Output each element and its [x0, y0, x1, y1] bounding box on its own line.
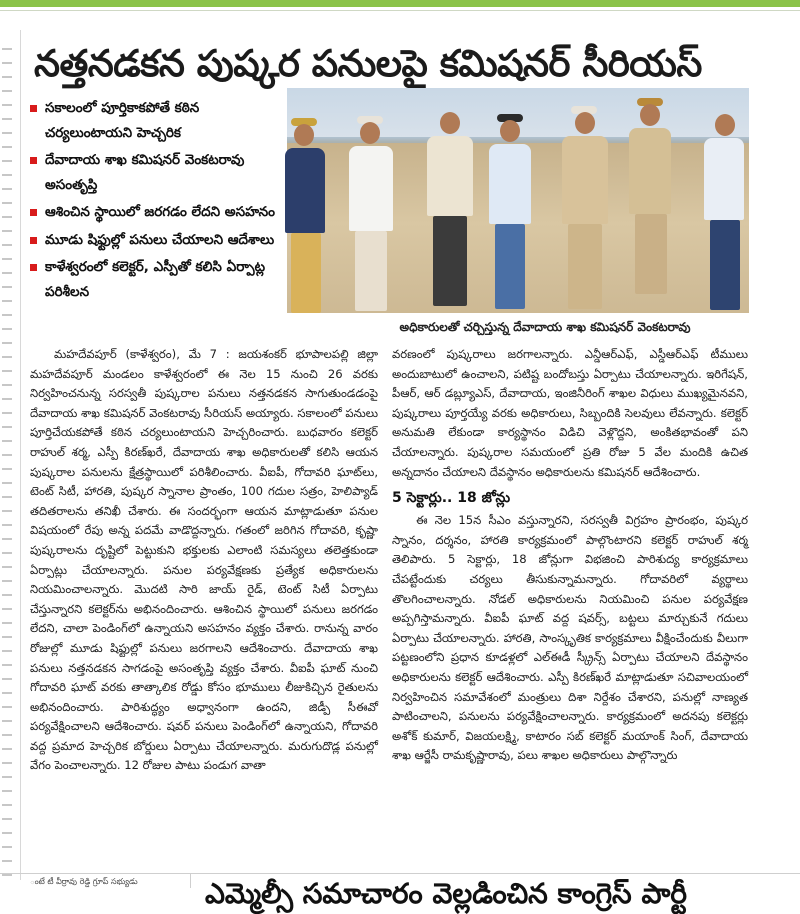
top-rule [0, 10, 800, 11]
highlight-text: సకాలంలో పూర్తికాకపోతే కఠిన చర్యలుంటాయని హెచ్చరిక [45, 100, 200, 141]
bottom-column-divider [190, 874, 191, 888]
article-column-2 [392, 345, 748, 875]
bullet-square-icon [30, 157, 37, 164]
article-headline: నత్తనడకన పుష్కర పనులపై కమిషనర్ సీరియస్ [34, 42, 702, 85]
news-photo [287, 88, 749, 313]
bullet-square-icon [30, 209, 37, 216]
highlight-item [30, 148, 285, 197]
highlight-text: కాళేశ్వరంలో కలెక్టర్, ఎస్పీతో కలిసి ఏర్పాట్ల పరిశీలన [45, 259, 266, 300]
body-paragraph: ఈ నెల 15న సీఎం వస్తున్నారని, సరస్వతీ విగ్రహం ప్రారంభం, పుష్కర స్నానం, దర్శనం, హారతి కార్యక్రమంలో పాల్గొంటారని కలెక్టర్ రాహుల్ శర్మ తెలిపారు. 5 సెక్టార్లు, 18 జోన్లుగా విభజించి పారిశుద్య కార్యక్రమాలు చేపట్టేందుకు చర్యలు తీసుకున్నామన్నారు. గోదావరిలో వ్యర్థాలు తొలగించాలన్నారు. నోడల్ అధికారులను నియమించి పనుల పర్యవేక్షణ అప్పగిస్తామన్నారు. వీఐపీ ఘాట్ వద్ద షవర్స్, బట్టలు మార్చుకునే గదులు ఏర్పాటు చేయాలన్నారు. హారతి, సాంస్కృతిక కార్యక్రమాలు వీక్షించేందుకు వీలుగా పట్టణంలోని ప్రధాన కూడళ్లలో ఎల్ఈడీ స్క్రీన్స్ ఏర్పాటు చేయాలని దేవస్థానం అధికారులను కలెక్టర్ ఆదేశించారు. ఎస్పీ కిరణ్‌ఖరే మాట్లాడుతూ సచివాలయంలో నిర్వహించిన సమావేశంలో మంత్రులు దిశా నిర్దేశం చేశారని, పనుల్లో నాణ్యత పాటించాలని, పనులను పర్యవేక్షించాలన్నారు. కార్యక్రమంలో అదనపు కలెక్టర్లు అశోక్ కుమార్, విజయలక్ష్మి, కాటారం సబ్ కలెక్టర్ మయాంక్ సింగ్, దేవాదాయ శాఖ ఆర్జేసీ రామకృష్ణారావు, పలు శాఖల అధికారులు పాల్గొన్నారు [392, 513, 748, 763]
highlights-list [30, 96, 285, 307]
top-color-band [0, 0, 800, 7]
bullet-square-icon [30, 264, 37, 271]
article-column-1 [30, 345, 378, 850]
highlight-item [30, 96, 285, 145]
adjacent-column-edge [0, 36, 16, 856]
highlight-text: ఆశించిన స్థాయిలో జరగడం లేదని అసహనం [45, 204, 275, 220]
body-paragraph: వరణంలో పుష్కరాలు జరగాలన్నారు. ఎన్డీఆర్ఎఫ్, ఎస్డీఆర్ఎఫ్ టీములు అందుబాటులో ఉంచాలని, పటిష్ట బందోబస్తు ఏర్పాటు చేయాలన్నారు. ఇరిగేషన్, పీఆర్, ఆర్ డబ్ల్యూఎస్, దేవాదాయ, ఇంజినీరింగ్ శాఖల విధులు ముఖ్యమైనవని, పుష్కరాలు పూర్తయ్యే వరకు అధికారులు, సిబ్బందికి సెలవులు లేవన్నారు. కలెక్టర్ అనుమతి లేకుండా కార్యస్థానం విడిచి వెళ్లొద్దని, అంకితభావంతో పని చేయాలన్నారు. పుష్కరాల సమయంలో ప్రతి రోజు 5 వేల మందికి ఉచిత అన్నదానం చేయాలని దేవస్థానం అధికారులను కమిషనర్ ఆదేశించారు. [392, 347, 748, 479]
next-article-snippet: ంటే టీ వీర్రావు రెడ్డి గ్రూప్ సభ్యుడు [30, 877, 138, 886]
highlight-item [30, 200, 285, 225]
column-divider [20, 30, 21, 880]
highlight-text: దేవాదాయ శాఖ కమిషనర్ వెంకటరావు అసంతృప్తి [45, 152, 245, 193]
photo-caption: అధికారులతో చర్చిస్తున్న దేవాదాయ శాఖ కమిషనర్ వెంకటరావు [399, 320, 691, 334]
highlight-item [30, 255, 285, 304]
bullet-square-icon [30, 237, 37, 244]
river-horizon [287, 137, 749, 143]
section-subheading: 5 సెక్టార్లు.. 18 జోన్లు [392, 490, 511, 507]
next-article-headline: ఎమ్మెల్సీ సమాచారం వెల్లడించిన కాంగ్రెస్ పార్టీ [205, 877, 687, 910]
highlight-item [30, 228, 285, 253]
bullet-square-icon [30, 105, 37, 112]
body-paragraph: మహదేవపూర్ (కాళేశ్వరం), మే 7 : జయశంకర్ భూపాలపల్లి జిల్లా మహదేవపూర్ మండలం కాళేశ్వరంలో ఈ నెల 15 నుంచి 26 వరకు నిర్వహించనున్న సరస్వతీ పుష్కరాల పనులు నత్తనడకన సాగుతుండడంపై దేవాదాయ శాఖ కమిషనర్ వెంకటరావు సీరియస్ అయ్యారు. సకాలంలో పనులు పూర్తిచేయకపోతే కఠిన చర్యలుంటాయని హెచ్చరించారు. బుధవారం కలెక్టర్ రాహుల్ శర్మ, ఎస్పీ కిరణ్‌ఖరే, దేవాదాయ శాఖ అధికారులతో కలిసి ఆయన పుష్కరాల పనులను క్షేత్రస్థాయిలో పరిశీలించారు. వీఐపీ, గోదావరి ఘాట్‌లు, టెంట్ సిటీ, హారతి, పుష్కర స్నానాల ప్రాంతం, 100 గదుల సత్రం, హెలిప్యాడ్ తదితరాలను తనిఖీ చేశారు. ఈ సందర్భంగా ఆయన మాట్లాడుతూ పనుల విషయంలో రేపు అన్న పదమే వాడొద్దన్నారు. గతంలో జరిగిన గోదావరి, కృష్ణా పుష్కరాలను దృష్టిలో పెట్టుకుని భక్తులకు ఎలాంటి సమస్యలు తలెత్తకుండా ఏర్పాట్లు చేయాలన్నారు. పనుల పర్యవేక్షణకు ప్రత్యేక అధికారులను నియమించాలన్నారు. మొదటి సారి జాయ్ రైడ్, టెంట్ సిటీ ఏర్పాటు చేస్తున్నారని కలెక్టర్‌ను అభినందించారు. ఆశించిన స్థాయిలో పనులు జరగడం లేదని, చాలా పెండింగ్‌లో ఉన్నాయని అసహనం వ్యక్తం చేశారు. రానున్న వారం రోజుల్లో మూడు షిఫ్టుల్లో పనులు జరగాలని ఆదేశించారు. దేవాదాయ శాఖ పనులు నత్తనడకన సాగడంపై అసంతృప్తి వ్యక్తం చేశారు. వీఐపీ ఘాట్ నుంచి గోదావరి ఘాట్ వరకు తాత్కాలిక రోడ్డు కోసం భూములు లీజుకిచ్చిన రైతులను అభినందించారు. పారిశుద్ధ్యం అధ్వానంగా ఉందని, జిడ్పీ సీఈవో పర్యవేక్షించాలని ఆదేశించారు. షవర్ పనులు పెండింగ్‌లో ఉన్నాయని, గోదావరి వద్ద ప్రమాద హెచ్చరిక బోర్డులు ఏర్పాటు చేయాలన్నారు. మరుగుదొడ్ల పనుల్లో వేగం పెంచాలన్నారు. 12 రోజుల పాటు పండుగ వాతా [30, 347, 378, 773]
highlight-text: మూడు షిఫ్టుల్లో పనులు చేయాలని ఆదేశాలు [45, 231, 275, 248]
